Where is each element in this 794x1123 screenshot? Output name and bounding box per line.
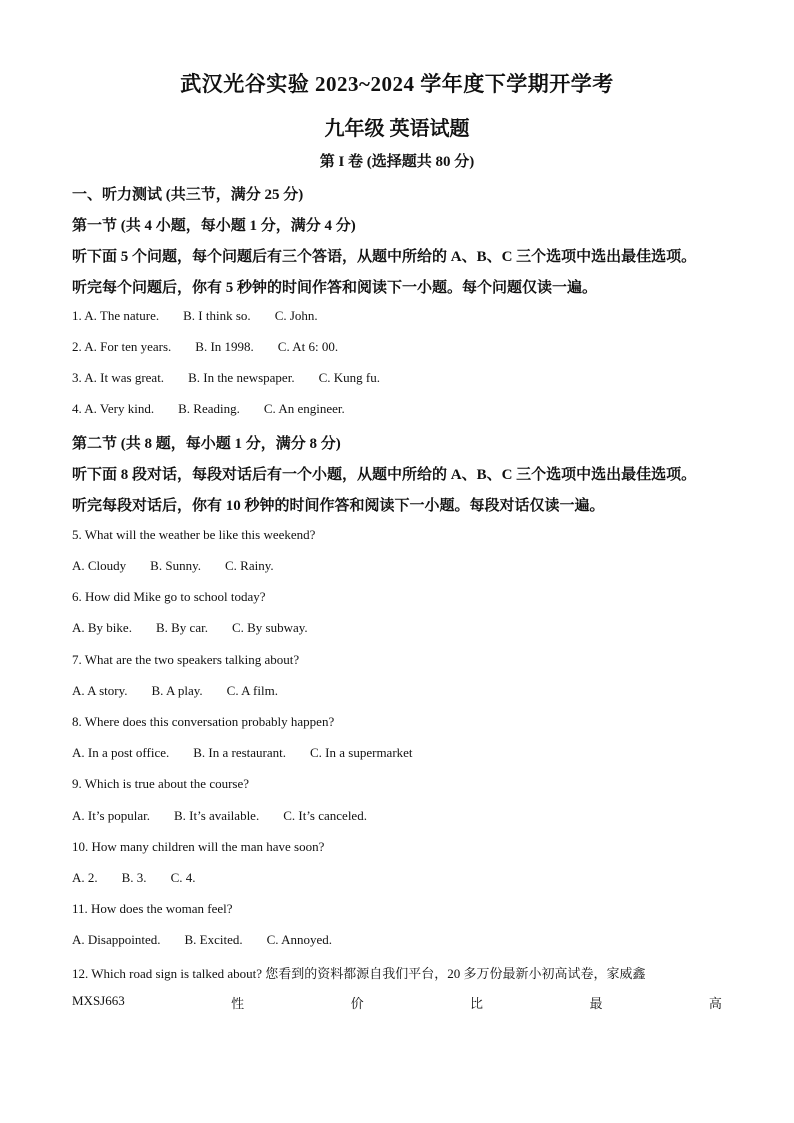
promo-line [72, 993, 722, 1012]
option-c: C. By subway. [231, 620, 308, 635]
option-c: C. A film. [226, 683, 278, 698]
option-c: C. John. [274, 308, 318, 323]
option-b: B. In the newspaper. [188, 370, 295, 385]
options-row [72, 745, 437, 761]
option-a: 3. A. It was great. [72, 370, 165, 385]
option-a: A. 2. [72, 870, 98, 885]
option-a: A. Disappointed. [72, 932, 161, 947]
option-c: C. Annoyed. [266, 932, 332, 947]
volume-heading: 第 I 卷 (选择题共 80 分) [319, 154, 475, 170]
option-c: C. In a supermarket [310, 745, 413, 760]
exam-title: 武汉光谷实验 2023~2024 学年度下学期开学考 [180, 72, 614, 96]
question-text: 5. What will the weather be like this weekend? [72, 527, 316, 542]
options-row [72, 620, 332, 636]
option-c: C. Rainy. [224, 558, 274, 573]
question-row [72, 401, 369, 417]
option-a: 1. A. The nature. [72, 308, 160, 323]
option-a: A. By bike. [72, 620, 132, 635]
exam-subtitle: 九年级 英语试题 [324, 118, 470, 140]
question-row [72, 308, 342, 324]
option-b: B. It’s available. [174, 808, 260, 823]
promo-char: 比 [470, 996, 484, 1011]
section-heading: 一、听力测试 (共三节，满分 25 分) [72, 187, 304, 203]
option-a: A. It’s popular. [72, 808, 150, 823]
option-b: B. 3. [121, 870, 147, 885]
question-text: 6. How did Mike go to school today? [72, 589, 266, 604]
option-b: B. Excited. [184, 932, 243, 947]
promo-code: MXSJ663 [72, 993, 125, 1008]
part2-instruction-2: 听完每段对话后，你有 10 秒钟的时间作答和阅读下一小题。每段对话仅读一遍。 [72, 498, 605, 514]
option-b: B. A play. [151, 683, 203, 698]
question-text: 7. What are the two speakers talking about? [72, 652, 300, 667]
option-b: B. In 1998. [195, 339, 254, 354]
option-c: C. An engineer. [263, 401, 345, 416]
option-c: C. 4. [170, 870, 196, 885]
option-b: B. Reading. [178, 401, 240, 416]
promo-char: 高 [708, 996, 722, 1011]
option-b: B. In a restaurant. [193, 745, 287, 760]
question-text: 9. Which is true about the course? [72, 776, 250, 791]
part2-heading: 第二节 (共 8 题，每小题 1 分，满分 8 分) [72, 436, 341, 452]
option-a: A. Cloudy [72, 558, 127, 573]
option-a: 4. A. Very kind. [72, 401, 155, 416]
option-b: B. Sunny. [150, 558, 201, 573]
part1-instruction-1: 听下面 5 个问题，每个问题后有三个答语，从题中所给的 A、B、C 三个选项中选出最佳选项。 [72, 249, 697, 265]
options-row [72, 808, 391, 824]
part1-instruction-2: 听完每个问题后，你有 5 秒钟的时间作答和阅读下一小题。每个问题仅读一遍。 [72, 280, 598, 296]
options-row [72, 558, 298, 574]
options-row [72, 870, 219, 886]
question-row [72, 339, 362, 355]
promo-char: 最 [589, 996, 603, 1011]
option-a: A. In a post office. [72, 745, 170, 760]
promo-char: 价 [350, 996, 364, 1011]
question-text: 10. How many children will the man have soon? [72, 839, 325, 854]
option-c: C. Kung fu. [318, 370, 380, 385]
option-b: B. I think so. [183, 308, 251, 323]
promo-char: 性 [231, 996, 245, 1011]
question-row [72, 370, 404, 386]
options-row [72, 683, 302, 699]
option-a: A. A story. [72, 683, 128, 698]
option-c: C. It’s canceled. [283, 808, 367, 823]
option-c: C. At 6: 00. [277, 339, 339, 354]
part2-instruction-1: 听下面 8 段对话，每段对话后有一个小题，从题中所给的 A、B、C 三个选项中选出最佳选项。 [72, 467, 697, 483]
part1-heading: 第一节 (共 4 小题，每小题 1 分，满分 4 分) [72, 218, 356, 234]
question-text: 8. Where does this conversation probably happen? [72, 714, 335, 729]
option-a: 2. A. For ten years. [72, 339, 172, 354]
option-b: B. By car. [155, 620, 208, 635]
question-text: 12. Which road sign is talked about? 您看到的资料都源自我们平台，20 多万份最新小初高试卷，家威鑫 [72, 966, 646, 981]
options-row [72, 932, 356, 948]
question-text: 11. How does the woman feel? [72, 901, 233, 916]
